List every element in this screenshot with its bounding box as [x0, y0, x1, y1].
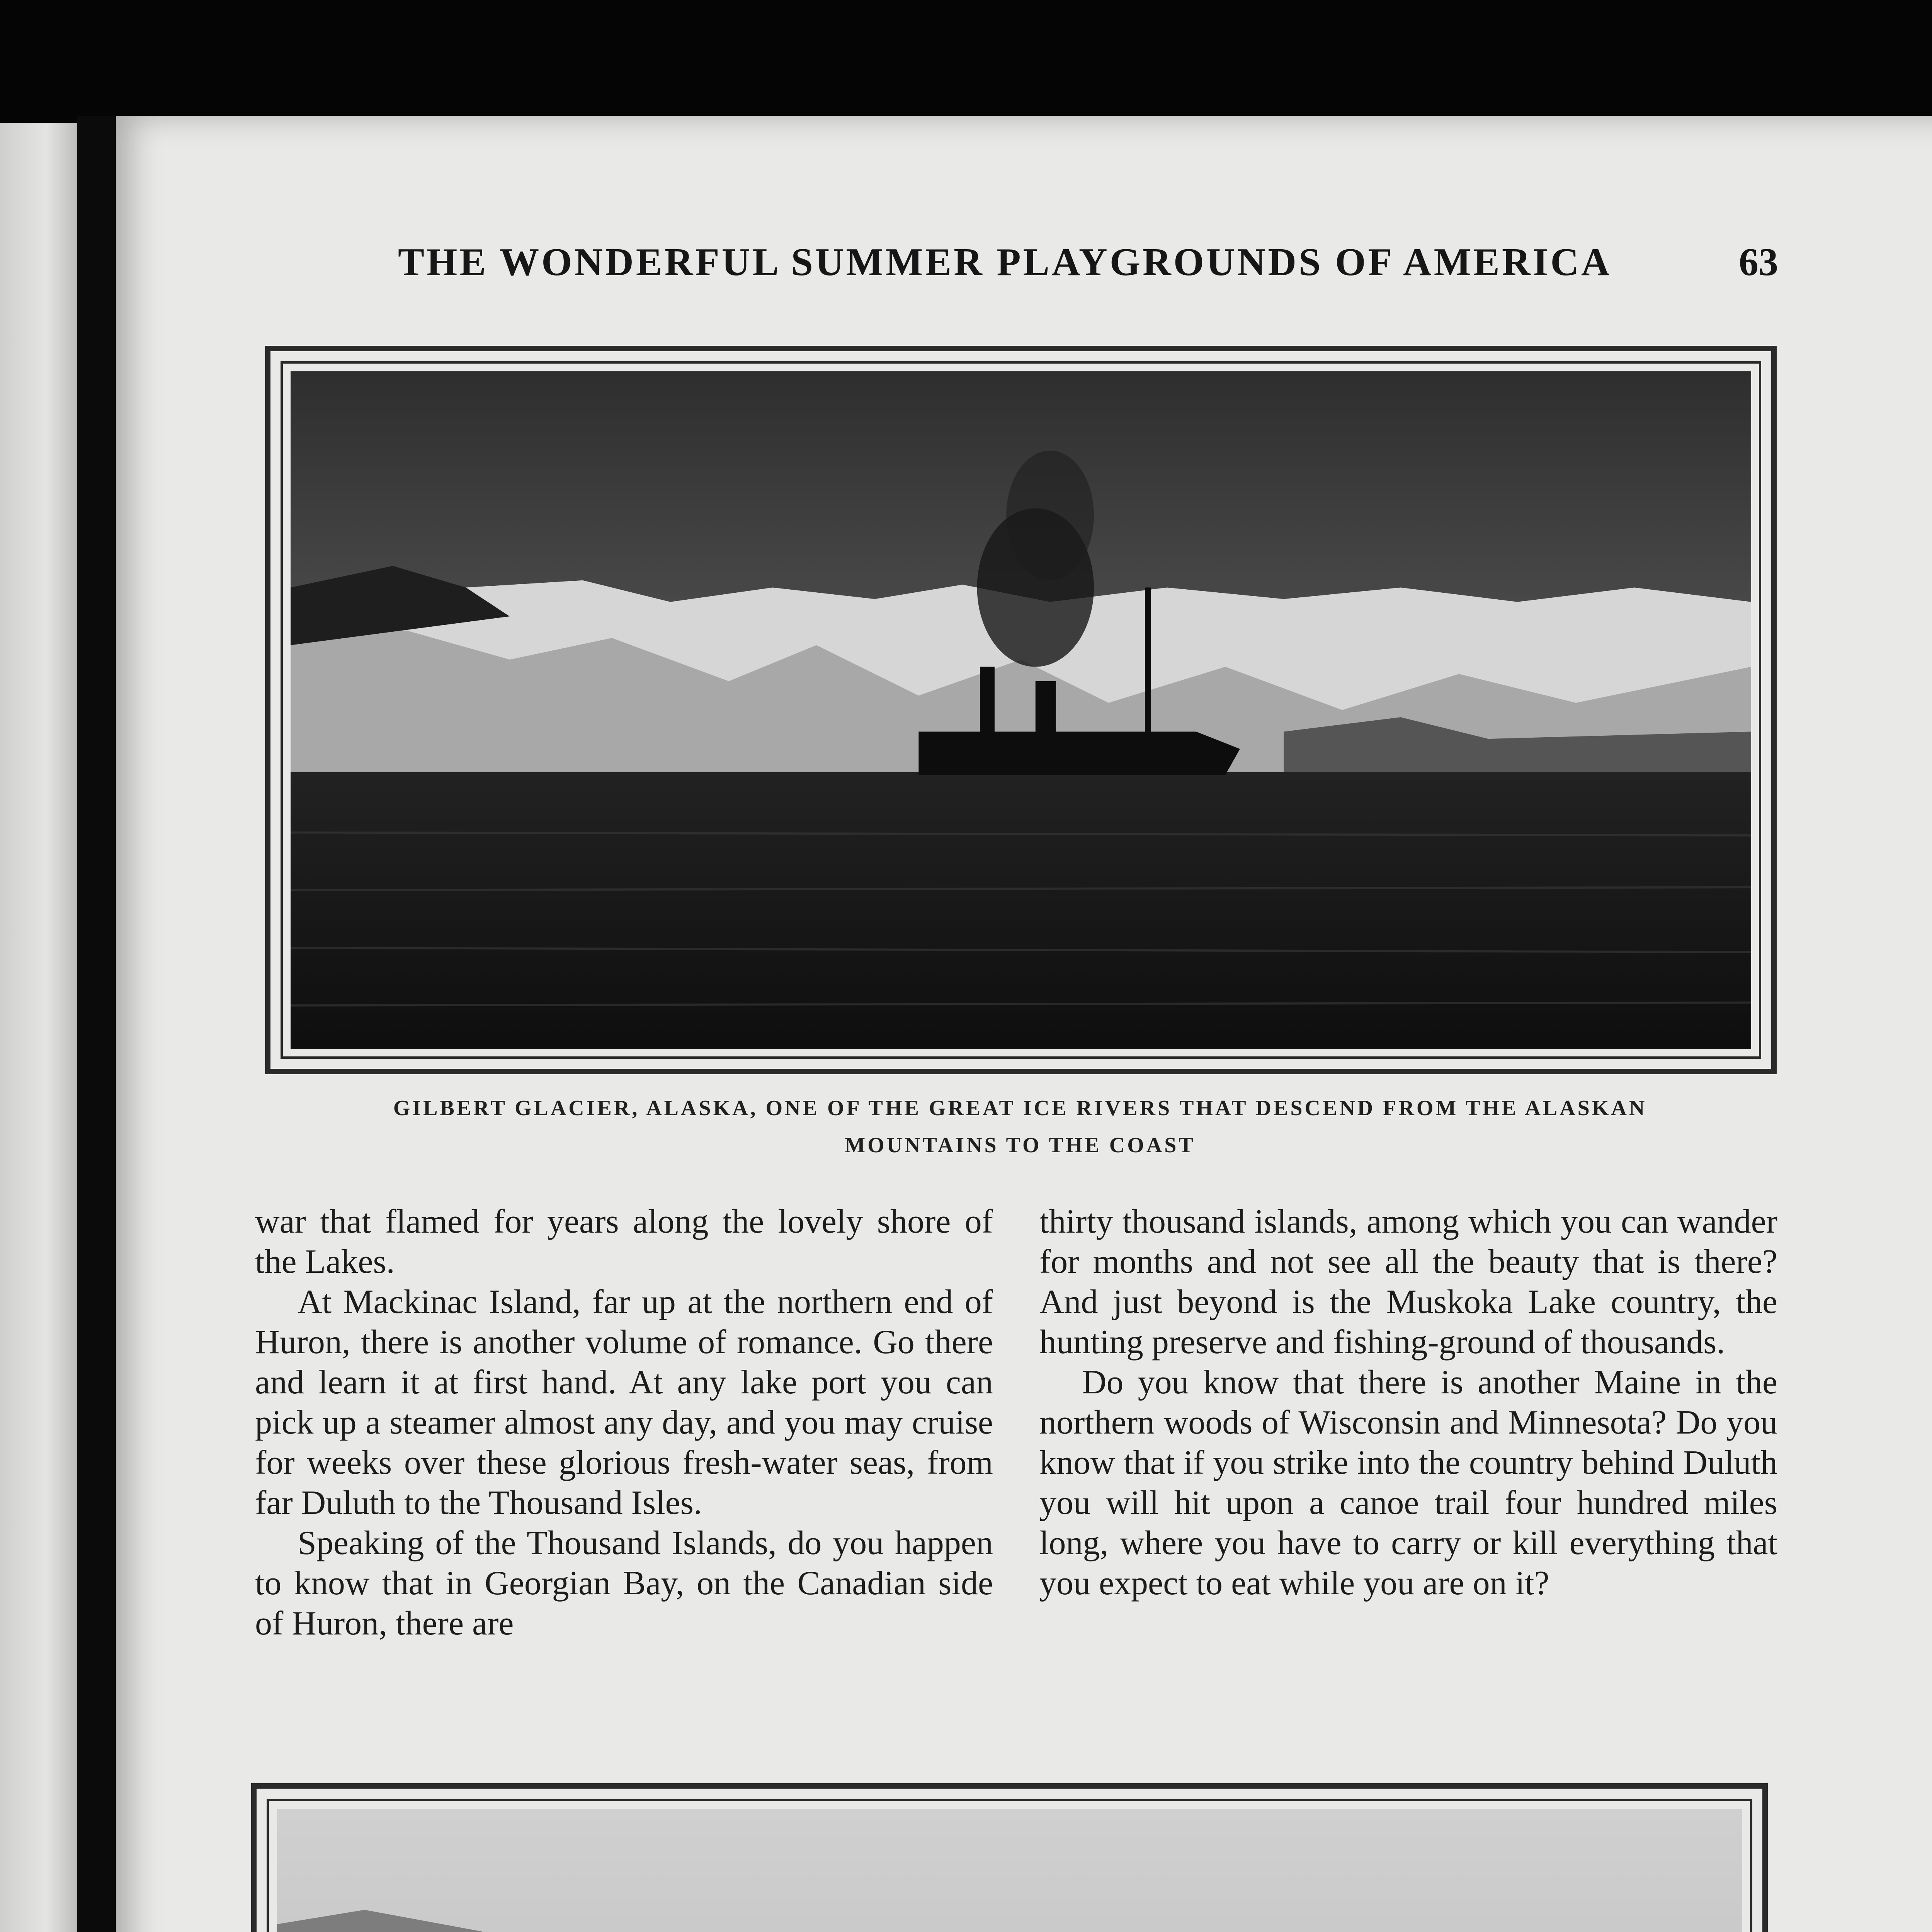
book-gutter — [77, 116, 120, 1932]
glacier-caption-line-2: MOUNTAINS TO THE COAST — [845, 1133, 1196, 1157]
paragraph: At Mackinac Island, far up at the northern end of Huron, there is another volume of romance. Go there and learn it at first hand. At any lake port you can pick up a steamer almost any day, and you may cruise for weeks over these glorious fresh-water seas, from far Duluth to the Thousand Isles. — [255, 1283, 993, 1522]
text-column-right — [1039, 1202, 1777, 1604]
paragraph: Speaking of the Thousand Islands, do you happen to know that in Georgian Bay, on the Canadian side of Huron, there are — [255, 1524, 993, 1642]
glacier-photo — [291, 371, 1751, 1049]
seward-photo-frame — [251, 1783, 1768, 1932]
paragraph: thirty thousand islands, among which you can wander for months and not see all the beauty that is there? And just beyond is the Muskoka Lake country, the hunting preserve and fishing-ground of thousands. — [1039, 1203, 1777, 1361]
previous-page-edge — [0, 123, 77, 1932]
paragraph: war that flamed for years along the lovely shore of the Lakes. — [255, 1203, 993, 1281]
running-head: THE WONDERFUL SUMMER PLAYGROUNDS OF AMERICA — [398, 240, 1612, 284]
page-number: 63 — [1739, 240, 1778, 284]
glacier-caption-line-1: GILBERT GLACIER, ALASKA, ONE OF THE GREAT ICE RIVERS THAT DESCEND FROM THE ALASKAN — [393, 1096, 1647, 1120]
text-column-left — [255, 1202, 993, 1644]
seward-photo — [277, 1809, 1742, 1932]
paragraph: Do you know that there is another Maine in the northern woods of Wisconsin and Minnesota? Do you know that if you strike into the country behind Duluth you will hit upon a canoe trail four hundred miles long, where you have to carry or kill everything that you expect to eat while you are on it? — [1039, 1364, 1777, 1602]
glacier-caption — [270, 1090, 1770, 1164]
glacier-photo-frame — [265, 346, 1777, 1074]
